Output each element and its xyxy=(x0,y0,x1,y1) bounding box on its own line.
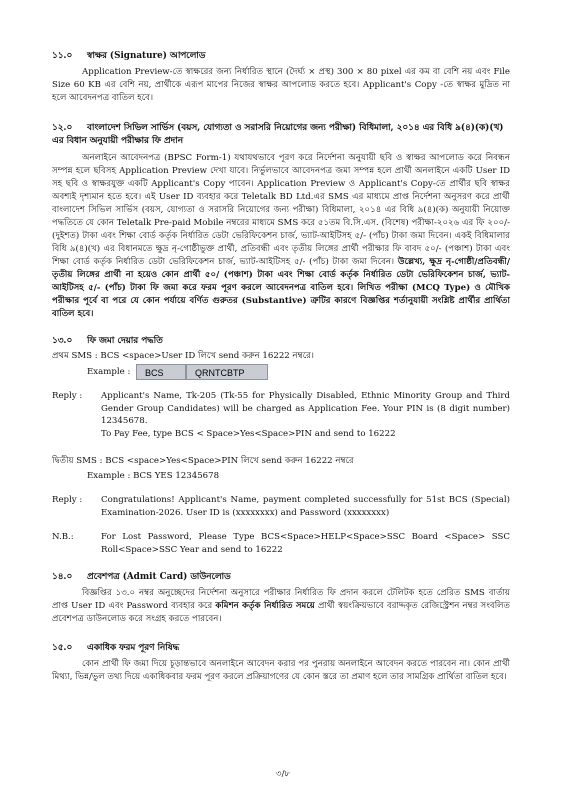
nb-label: N.B.: xyxy=(52,532,74,542)
section-14-body-b: প্রার্থী স্বয়ংক্রিয়ভাবে বরাদ্দকৃত রেজিস্ট্রেশন নম্বর সংবলিত প্রবেশপত্র ডাউনলোড করে সংগ্রহ করতে পারবেন। xyxy=(52,601,511,624)
example-code-bcs: BCS xyxy=(136,364,186,380)
section-title: স্বাক্ষর (Signature) আপলোড xyxy=(87,51,206,61)
reply-label: Reply : xyxy=(52,391,83,401)
section-title: একাধিক ফরম পূরণ নিষিদ্ধ xyxy=(87,643,180,653)
page-number: ৩/৮ xyxy=(276,769,290,779)
section-title: প্রবেশপত্র (Admit Card) ডাউনলোড xyxy=(87,572,231,582)
reply-1 xyxy=(52,390,510,440)
reply-1-text: Applicant's Name, Tk-205 (Tk-55 for Physically Disabled, Ethnic Minority Group and Third Gender Group Candidates) will be charged as Application Fee. Your PIN is (8 digit number) 12345678. xyxy=(101,391,510,426)
section-11-body: Application Preview-তে স্বাক্ষরের জন্য নির্ধারিত স্থানে (দৈর্ঘ্য × প্রস্থ) 300 × 80 pixel এর কম বা বেশি নয় এবং File Size 60 KB এর বেশি নয়, প্রার্থীকে এরূপ মাপের নিজের স্বাক্ষর আপলোড করতে হবে। Applicant's Copy -তে স্বাক্ষর মুদ্রিত না হলে আবেদনপত্র বাতিল হবে। xyxy=(52,67,510,103)
section-number: ১২.০ xyxy=(52,123,73,133)
section-number: ১১.০ xyxy=(52,51,73,61)
section-13-heading xyxy=(52,335,512,348)
reply-2-text: Congratulations! Applicant's Name, payment completed successfully for 51st BCS (Special) Examination-2026. User ID is (xxxxxxxx) and Password (xxxxxxxx) xyxy=(101,495,510,518)
section-number: ১৪.০ xyxy=(52,572,73,582)
section-12-heading xyxy=(52,122,512,148)
section-14-body-a: বিজ্ঞপ্তির ১৩.০ নম্বর অনুচ্ছেদের নির্দেশনা অনুসারে পরীক্ষার নির্ধারিত ফি প্রদান করলে টেলিটক হতে প্রেরিত SMS বার্তায় প্রাপ্ত User ID এবং Password ব্যবহার করে xyxy=(52,588,510,611)
section-number: ১৫.০ xyxy=(52,643,73,653)
example-2: Example : BCS YES 12345678 xyxy=(87,471,220,481)
reply-1-pay-instruction: To Pay Fee, type BCS < Space>Yes<Space>PIN and send to 16222 xyxy=(101,428,396,439)
example-label: Example : xyxy=(87,367,131,377)
section-14-body-bold: কমিশন কর্তৃক নির্ধারিত সময়ে xyxy=(215,601,315,611)
section-14-body xyxy=(52,587,510,626)
first-sms-instruction: প্রথম SMS : BCS <space>User ID লিখে send করুন 16222 নম্বরে। xyxy=(52,351,314,361)
section-11-heading xyxy=(52,50,512,63)
section-number: ১৩.০ xyxy=(52,336,73,346)
section-12-body xyxy=(52,152,510,321)
reply-label: Reply : xyxy=(52,495,83,505)
second-sms-instruction: দ্বিতীয় SMS : BCS <space>Yes<Space>PIN লিখে send করুন 16222 নম্বরে xyxy=(52,456,354,466)
reply-2 xyxy=(52,494,510,519)
section-title: ফি জমা দেয়ার পদ্ধতি xyxy=(87,336,163,346)
nb-text: For Lost Password, Please Type BCS<Space>HELP<Space>SSC Board <Space> SSC Roll<Space>SSC Year and send to 16222 xyxy=(101,532,510,555)
section-12-body-text: অনলাইনে আবেদনপত্র (BPSC Form-1) যথাযথভাবে পূরণ করে নির্দেশনা অনুযায়ী ছবি ও স্বাক্ষর আপলোড করে নিবন্ধন সম্পন্ন হলে ছবিসহ Application Preview দেখা যাবে। নির্ভুলভাবে আবেদনপত্র জমা সম্পন্ন হলে প্রার্থী অনলাইনে একটি User ID সহ ছবি ও স্বাক্ষরযুক্ত একটি Applicant's Copy পাবেন। Application Preview ও Applicant's Copy-তে প্রার্থীর ছবি স্বাক্ষর অবশ্যই দৃশ্যমান হতে হবে। এই User ID ব্যবহার করে Teletalk BD Ltd.এর SMS এর মাধ্যমে প্রাপ্ত নির্দেশনা অনুসরণ করে প্রার্থী বাংলাদেশ সিভিল সার্ভিস (বয়স, যোগ্যতা ও সরাসরি নিয়োগের জন্য পরীক্ষা) বিধিমালা, ২০১৪ এর বিধি ৯(৪)(ক) অনুযায়ী নিয়োক্ত পদ্ধতিতে যে কোন Teletalk Pre-paid Mobile নম্বরের মাধ্যমে SMS করে ৫১তম বি.সি.এস. (বিশেষ) পরীক্ষা-২০২৬ এর ফি ২০০/- (দুইশত) টাকা এবং শিক্ষা বোর্ড কর্তৃক নির্ধারিত ডেটা ভেরিফিকেশন চার্জ, ভ্যাট-আইটিসহ ৫/- (পাঁচ) টাকা জমা দিবেন। একই বিধিমালার বিধি ৯(৪)(খ) এর বিধানমতে ক্ষুদ্র নৃ-গোষ্ঠীভুক্ত প্রার্থী, প্রতিবন্ধী এবং তৃতীয় লিঙ্গের প্রার্থী পরীক্ষার ফি বাবদ ৫০/- (পঞ্চাশ) টাকা এবং শিক্ষা বোর্ড কর্তৃক নির্ধারিত ডেটা ভেরিফিকেশন চার্জ, ভ্যাট-আইটিসহ ৫/- (পাঁচ) টাকা জমা দিবেন। xyxy=(52,153,510,267)
nb-note xyxy=(52,531,510,556)
example-code-userid: QRNTCBTP xyxy=(186,364,268,380)
section-12-body-bold: উল্লেখ্য, ক্ষুদ্র নৃ-গোষ্ঠী/প্রতিবন্ধী/তৃতীয় লিঙ্গের প্রার্থী না হয়েও কোন প্রার্থী ৫০/ (পঞ্চাশ) টাকা এবং শিক্ষা বোর্ড কর্তৃক নির্ধারিত ডেটা ভেরিফিকেশন চার্জ, ভ্যাট-আইটিসহ ৫/- (পাঁচ) টাকা ফি জমা করে ফরম পূরণ করলে আবেদনপত্র বাতিল হবে। লিখিত পরীক্ষা (MCQ Type) ও মৌখিক পরীক্ষার পূর্বে বা পরে যে কোন পর্যায়ে বর্ণিত গুরুতর (Substantive) ত্রুটির কারণে বিজ্ঞপ্তির শর্তানুযায়ী সংশ্লিষ্ট প্রার্থীর প্রার্থিতা বাতিল হবে। xyxy=(52,257,510,319)
section-title: বাংলাদেশ সিভিল সার্ভিস (বয়স, যোগ্যতা ও সরাসরি নিয়োগের জন্য পরীক্ষা) বিধিমালা, ২০১৪ এর বিধি ৯(৪)(ক)(খ) এর বিধান অনুযায়ী পরীক্ষার ফি প্রদান xyxy=(52,123,504,146)
section-14-heading xyxy=(52,571,512,584)
section-15-heading xyxy=(52,642,512,655)
section-15-body: কোন প্রার্থী ফি জমা দিয়ে চূড়ান্তভাবে অনলাইনে আবেদন করার পর পুনরায় অনলাইনে আবেদন করতে পারবেন না। কোন প্রার্থী মিথ্যা, ভিন্ন/ভুল তথ্য দিয়ে একাধিকবার ফরম পূরণ করলে প্রক্রিয়াগণের যে কোন স্তরে তা প্রমাণ হলে তার সামগ্রিক প্রার্থিতা বাতিল হবে। xyxy=(52,659,510,682)
